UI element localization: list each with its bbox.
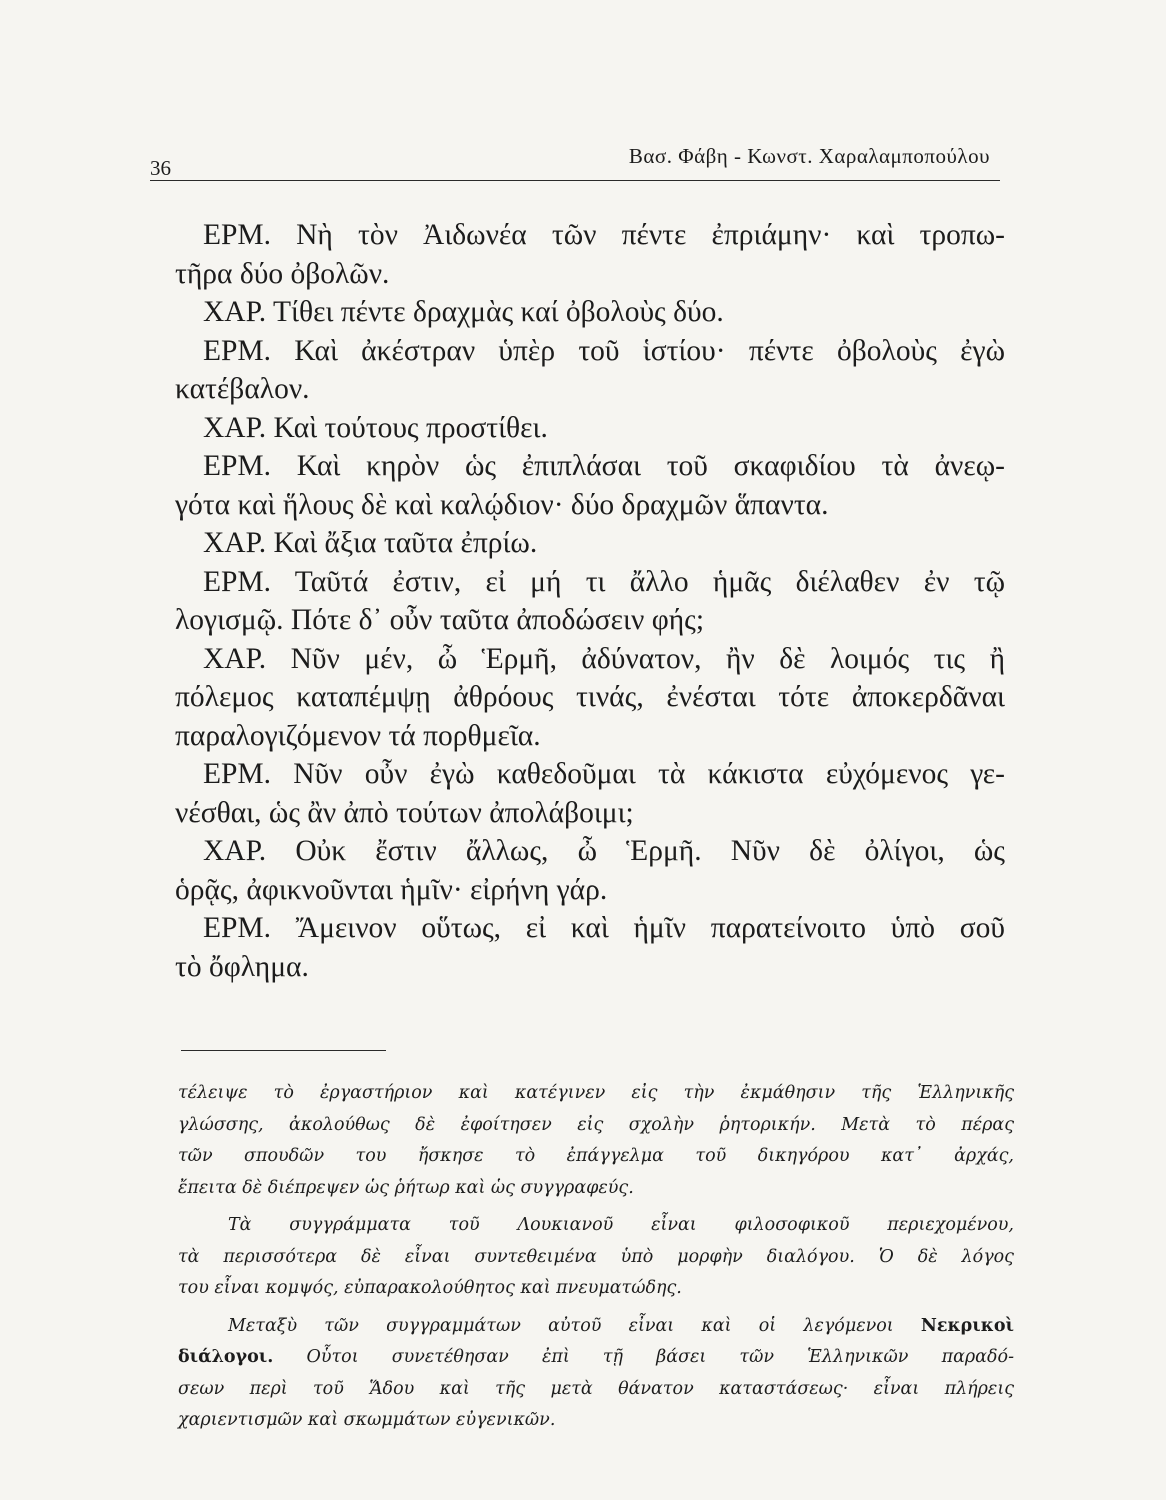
footnote-line: σεων περὶ τοῦ Ἅδου καὶ τῆς μετὰ θάνατον καταστάσεως· εἶναι πλήρεις (178, 1378, 1014, 1399)
footnote-line (178, 1342, 1014, 1374)
dialogue-line: πόλεμος καταπέμψῃ ἀθρόους τινάς, ἐνέσται τότε ἀποκερδᾶναι (175, 681, 1005, 713)
footnote-line: γλώσσης, ἀκολούθως δὲ ἐφοίτησεν εἰς σχολὴν ῥητορικήν. Μετὰ τὸ πέρας (178, 1114, 1014, 1135)
footnote-line: Τὰ συγγράμματα τοῦ Λουκιανοῦ εἶναι φιλοσοφικοῦ περιεχομένου, (228, 1215, 1014, 1235)
dialogue-line: γότα καὶ ἥλους δὲ καὶ καλῴδιον· δύο δραχμῶν ἅπαντα. (175, 488, 829, 521)
dialogue-line: ΕΡΜ. Ταῦτά ἐστιν, εἰ μή τι ἄλλο ἡμᾶς διέλαθεν ἐν τῷ (203, 565, 1005, 598)
dialogues-title: Νεκρικοὶ (920, 1315, 1014, 1336)
footnote (178, 1078, 1014, 1437)
footnote-line: τὰ περισσότερα δὲ εἶναι συντεθειμένα ὑπὸ μορφὴν διαλόγου. Ὁ δὲ λόγος (178, 1246, 1014, 1267)
dialogue-line: παραλογιζόμενον τά πορθμεῖα. (175, 719, 541, 752)
dialogue-line: ΧΑΡ. Καὶ ἄξια ταῦτα ἐπρίω. (203, 527, 538, 559)
page-header (150, 140, 1000, 181)
page-number: 36 (150, 156, 171, 180)
dialogue-line: ΕΡΜ. Νὴ τὸν Ἀιδωνέα τῶν πέντε ἐπριάμην· καὶ τροπω- (203, 219, 1005, 251)
footnote-line: τέλειψε τὸ ἐργαστήριον καὶ κατέγινεν εἰς τὴν ἐκμάθησιν τῆς Ἑλληνικῆς (178, 1083, 1014, 1103)
dialogue-line: ΕΡΜ. Νῦν οὖν ἐγὼ καθεδοῦμαι τὰ κάκιστα εὐχόμενος γε- (203, 758, 1005, 790)
dialogue-line: ΧΑΡ. Νῦν μέν, ὦ Ἑρμῆ, ἀδύνατον, ἢν δὲ λοιμός τις ἢ (203, 642, 1005, 675)
dialogues-title-cont: διάλογοι. (178, 1347, 274, 1367)
dialogue-line: τὸ ὄφλημα. (175, 950, 309, 983)
dialogue-line: ΧΑΡ. Τίθει πέντε δραχμὰς καί ὀβολοὺς δύο. (203, 296, 724, 328)
dialogue-line: τῆρα δύο ὀβολῶν. (175, 257, 390, 290)
dialogue-line: ΕΡΜ. Καὶ ἀκέστραν ὑπὲρ τοῦ ἱστίου· πέντε ὀβολοὺς ἐγὼ (203, 334, 1005, 367)
footnote-rule (181, 1050, 386, 1051)
dialogue-text (175, 216, 1005, 986)
footnote-text: Μεταξὺ τῶν συγγραμμάτων αὐτοῦ εἶναι καὶ οἱ λεγόμενοι (228, 1315, 894, 1336)
footnote-text: Οὗτοι συνετέθησαν ἐπὶ τῇ βάσει τῶν Ἑλληνικῶν παραδό- (273, 1347, 1014, 1367)
dialogue-line: νέσθαι, ὡς ἂν ἀπὸ τούτων ἀπολάβοιμι; (175, 796, 634, 829)
footnote-line: του εἶναι κομψός, εὐπαρακολούθητος καὶ πνευματώδης. (178, 1278, 682, 1298)
footnote-line: τῶν σπουδῶν του ἤσκησε τὸ ἐπάγγελμα τοῦ δικηγόρου κατ᾽ ἀρχάς, (178, 1146, 1014, 1166)
dialogue-line: ΧΑΡ. Οὐκ ἔστιν ἄλλως, ὦ Ἑρμῆ. Νῦν δὲ ὀλίγοι, ὡς (203, 835, 1005, 867)
dialogue-line: ὁρᾷς, ἀφικνοῦνται ἡμῖν· εἰρήνη γάρ. (175, 873, 608, 906)
dialogue-line: ΕΡΜ. Καὶ κηρὸν ὡς ἐπιπλάσαι τοῦ σκαφιδίου τὰ ἀνεῳ- (203, 450, 1005, 482)
footnote-line (178, 1311, 1014, 1343)
footnote-line: ἔπειτα δὲ διέπρεψεν ὡς ῥήτωρ καὶ ὡς συγγραφεύς. (178, 1177, 634, 1198)
running-head: Βασ. Φάβη - Κωνστ. Χαραλαμποπούλου (628, 144, 990, 168)
dialogue-line: ΕΡΜ. Ἄμεινον οὕτως, εἰ καὶ ἡμῖν παρατείνοιτο ὑπὸ σοῦ (203, 912, 1005, 944)
footnote-line: χαριεντισμῶν καὶ σκωμμάτων εὐγενικῶν. (178, 1410, 556, 1430)
dialogue-line: ΧΑΡ. Καὶ τούτους προστίθει. (203, 411, 548, 444)
dialogue-line: λογισμῷ. Πότε δ᾽ οὖν ταῦτα ἀποδώσειν φής; (175, 604, 705, 636)
dialogue-line: κατέβαλον. (175, 373, 310, 405)
